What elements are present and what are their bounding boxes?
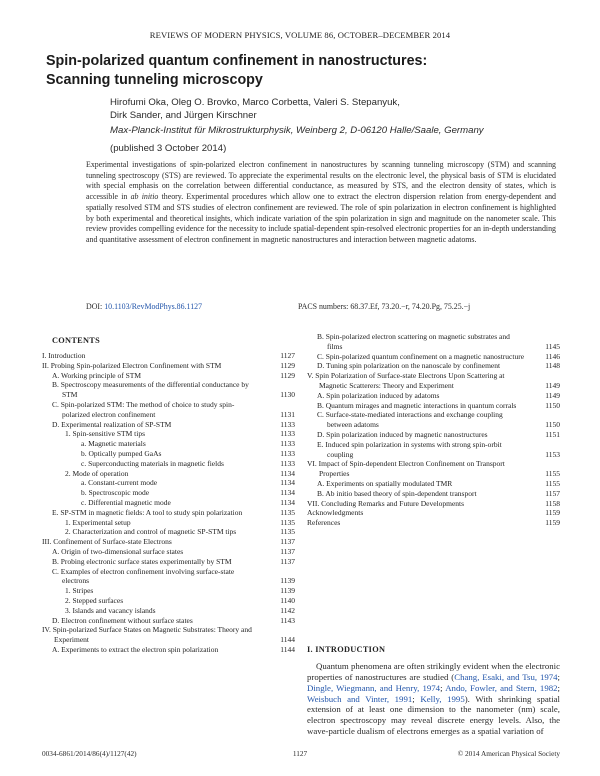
toc-entry-title: IV. Spin-polarized Surface States on Magnetic Substrates: Theory and Experiment: [42, 625, 252, 645]
toc-entry-title: A. Experiments to extract the electron spin polarization: [52, 644, 219, 654]
toc-entry[interactable]: [42, 518, 295, 528]
toc-entry-title: C. Examples of electron confinement involving surface-state electrons: [52, 566, 235, 586]
toc-entry[interactable]: [42, 606, 295, 616]
toc-entry[interactable]: [42, 459, 295, 469]
toc-entry-title: C. Surface-state-mediated interactions and exchange coupling between adatoms: [317, 410, 503, 430]
toc-entry[interactable]: [307, 371, 560, 391]
toc-entry[interactable]: [42, 527, 295, 537]
toc-entry[interactable]: [42, 351, 295, 361]
doi: [86, 302, 202, 311]
table-of-contents-left: [42, 351, 295, 655]
introduction-paragraph: [307, 661, 560, 737]
toc-entry-title: V. Spin Polarization of Surface-state Electrons Upon Scattering at Magnetic Scatterers: Theory and Experiment: [307, 371, 505, 390]
toc-entry-title: b. Spectroscopic mode: [81, 488, 150, 498]
citation-link[interactable]: Chang, Esaki, and Tsu, 1974: [454, 671, 558, 682]
toc-entry-page: 1135: [280, 527, 295, 537]
toc-entry-page: 1159: [545, 518, 560, 528]
toc-entry[interactable]: [307, 440, 560, 460]
toc-entry-title: 3. Islands and vacancy islands: [65, 605, 156, 615]
footer-copyright: © 2014 American Physical Society: [457, 749, 560, 758]
toc-entry-page: 1140: [280, 595, 295, 605]
toc-entry-page: 1139: [280, 586, 295, 596]
abstract-italic-term: ab initio: [130, 192, 159, 202]
toc-entry-page: 1151: [545, 429, 560, 439]
toc-entry-page: 1142: [280, 605, 295, 615]
toc-entry[interactable]: [307, 459, 560, 479]
toc-entry-page: 1145: [545, 341, 560, 351]
intro-text: Quantum phenomena are often strikingly evident when the electronic properties of nanostructures are studied (: [307, 661, 560, 682]
toc-entry[interactable]: [307, 332, 560, 352]
toc-entry-title: A. Experiments on spatially modulated TMR: [317, 478, 453, 488]
toc-entry-page: 1155: [545, 478, 560, 488]
toc-entry-page: 1129: [280, 370, 295, 380]
citation-link[interactable]: Kelly, 1995: [420, 693, 465, 704]
toc-entry[interactable]: [42, 616, 295, 626]
toc-entry[interactable]: [42, 400, 295, 420]
toc-entry[interactable]: [42, 469, 295, 479]
toc-entry-page: 1149: [545, 380, 560, 390]
intro-text: ;: [440, 682, 446, 693]
toc-entry-page: 1144: [280, 635, 295, 645]
toc-entry[interactable]: [307, 391, 560, 401]
toc-entry[interactable]: [307, 518, 560, 528]
toc-entry[interactable]: [42, 586, 295, 596]
doi-link[interactable]: 10.1103/RevModPhys.86.1127: [104, 302, 203, 311]
toc-entry[interactable]: [42, 645, 295, 655]
toc-entry[interactable]: [42, 380, 295, 400]
toc-entry-page: 1159: [545, 508, 560, 518]
toc-entry[interactable]: [307, 410, 560, 430]
toc-entry-title: B. Quantum mirages and magnetic interactions in quantum corrals: [317, 400, 517, 410]
toc-entry-page: 1150: [545, 420, 560, 430]
affiliation: Max-Planck-Institut für Mikrostrukturphysik, Weinberg 2, D-06120 Halle/Saale, Germany: [110, 125, 484, 136]
toc-entry-page: 1139: [280, 576, 295, 586]
toc-entry-title: 2. Mode of operation: [65, 468, 129, 478]
toc-entry-title: A. Working principle of STM: [52, 370, 142, 380]
toc-entry[interactable]: [307, 499, 560, 509]
toc-entry-title: VII. Concluding Remarks and Future Developments: [307, 498, 465, 508]
toc-entry[interactable]: [42, 508, 295, 518]
toc-entry-title: D. Electron confinement without surface states: [52, 615, 193, 625]
intro-text: ;: [557, 682, 560, 693]
toc-entry[interactable]: [42, 420, 295, 430]
toc-entry-page: 1129: [280, 360, 295, 370]
toc-entry-title: 2. Characterization and control of magnetic SP-STM tips: [65, 527, 237, 537]
toc-entry[interactable]: [307, 430, 560, 440]
toc-entry-title: C. Spin-polarized STM: The method of choice to study spin-polarized electron confinement: [52, 399, 235, 419]
published-date: (published 3 October 2014): [110, 143, 227, 154]
toc-entry-title: A. Origin of two-dimensional surface states: [52, 546, 184, 556]
toc-entry-page: 1155: [545, 469, 560, 479]
article-title-line-1: Spin-polarized quantum confinement in nanostructures:: [46, 53, 428, 69]
toc-entry-page: 1150: [545, 400, 560, 410]
toc-entry-title: c. Superconducting materials in magnetic fields: [81, 458, 224, 468]
toc-entry-page: 1148: [545, 361, 560, 371]
toc-entry[interactable]: [42, 567, 295, 587]
toc-entry-title: 1. Stripes: [65, 586, 94, 596]
toc-entry-page: 1144: [280, 644, 295, 654]
toc-entry[interactable]: [42, 547, 295, 557]
toc-entry-title: D. Experimental realization of SP-STM: [52, 419, 172, 429]
toc-entry-page: 1137: [280, 546, 295, 556]
intro-text: ). With shrinking spatial extension of at least one dimension to the nanometer (nm) scale, electron spectroscopy may reveal discrete energy levels. Also, the wave-particle dualism of electrons emerges as a spatial variation of: [307, 693, 560, 737]
toc-entry[interactable]: [42, 429, 295, 439]
toc-entry-title: References: [307, 518, 341, 528]
toc-entry-page: 1149: [545, 390, 560, 400]
toc-entry[interactable]: [42, 537, 295, 547]
toc-entry-page: 1133: [280, 448, 295, 458]
toc-entry-page: 1130: [280, 390, 295, 400]
toc-entry[interactable]: [42, 439, 295, 449]
abstract-text-2: theory. Experimental procedures which allow one to extract the electron dispersion relation from energy-dependent and spatially resolved STM and STS studies of electron confinement are reviewed. The role of spin polarization in electron confinement is highlighted by both experimental and theoretical insights, which indicate variation of the spin polarization in sign and magnitude on the nanometer scale. This review provides compelling evidence for the necessity to include spatial-dependent spin-resolved electronic properties for an in-depth understanding and quantitative assessment of electron confinement in magnetic nanostructures and interaction between magnetic adatoms.: [86, 192, 556, 244]
table-of-contents-right: [307, 332, 560, 528]
toc-entry-page: 1135: [280, 517, 295, 527]
toc-entry[interactable]: [42, 557, 295, 567]
toc-entry-title: B. Ab initio based theory of spin-dependent transport: [317, 488, 477, 498]
toc-entry[interactable]: [42, 371, 295, 381]
toc-entry-title: Acknowledgments: [307, 508, 364, 518]
toc-entry-page: 1143: [280, 615, 295, 625]
toc-entry[interactable]: [42, 361, 295, 371]
intro-text: ;: [412, 693, 421, 704]
toc-entry[interactable]: [307, 401, 560, 411]
toc-entry-title: a. Magnetic materials: [81, 439, 146, 449]
toc-entry-title: VI. Impact of Spin-dependent Electron Confinement on Transport Properties: [307, 459, 505, 479]
toc-entry-page: 1134: [280, 488, 295, 498]
article-title: [46, 52, 566, 90]
author-list: [110, 97, 580, 122]
citation-link[interactable]: Ando, Fowler, and Stern, 1982: [445, 682, 558, 693]
toc-entry-page: 1133: [280, 439, 295, 449]
toc-entry[interactable]: [42, 478, 295, 488]
toc-entry-title: b. Optically pumped GaAs: [81, 448, 162, 458]
toc-entry-page: 1134: [280, 478, 295, 488]
toc-entry-page: 1146: [545, 351, 560, 361]
footer-issn: 0034-6861/2014/86(4)/1127(42): [42, 749, 137, 758]
footer-page-number: 1127: [292, 749, 308, 758]
journal-header: REVIEWS OF MODERN PHYSICS, VOLUME 86, OCTOBER–DECEMBER 2014: [149, 30, 451, 40]
toc-entry-page: 1133: [280, 458, 295, 468]
contents-heading: CONTENTS: [52, 336, 101, 345]
doi-label: DOI:: [86, 302, 103, 311]
toc-entry-page: 1158: [545, 498, 560, 508]
section-heading-introduction: I. INTRODUCTION: [307, 645, 386, 654]
toc-entry-page: 1134: [280, 468, 295, 478]
toc-entry[interactable]: [42, 488, 295, 498]
toc-entry-page: 1137: [280, 556, 295, 566]
toc-entry-title: 1. Spin-sensitive STM tips: [65, 429, 146, 439]
toc-entry-page: 1127: [280, 351, 295, 360]
article-metadata: [86, 302, 556, 314]
toc-entry[interactable]: [307, 352, 560, 362]
toc-entry-title: C. Spin-polarized quantum confinement on a magnetic nanostructure: [317, 351, 525, 361]
toc-entry-page: 1157: [545, 488, 560, 498]
toc-entry-page: 1131: [280, 409, 295, 419]
toc-entry-page: 1133: [280, 419, 295, 429]
toc-entry-title: a. Constant-current mode: [81, 478, 158, 488]
toc-entry-title: I. Introduction: [42, 351, 86, 360]
toc-entry-title: c. Differential magnetic mode: [81, 497, 171, 507]
article-title-line-2: Scanning tunneling microscopy: [46, 72, 263, 88]
toc-entry[interactable]: [42, 498, 295, 508]
toc-entry-page: 1133: [280, 429, 295, 439]
toc-entry-title: B. Spin-polarized electron scattering on magnetic substrates and films: [317, 332, 510, 351]
toc-entry-title: A. Spin polarization induced by adatoms: [317, 390, 440, 400]
toc-entry[interactable]: [307, 361, 560, 371]
toc-entry-page: 1134: [280, 497, 295, 507]
authors-line-1: Hirofumi Oka, Oleg O. Brovko, Marco Corbetta, Valeri S. Stepanyuk,: [110, 97, 400, 108]
abstract-text-1: Experimental investigations of spin-polarized electron confinement in nanostructures by scanning tunneling microscopy (STM) and scanning tunneling spectroscopy (STS) are reviewed. To appreciate the experimental results on the electronic level, the physical basis of STM is elucidated with special emphasis on the correlation between differential conductance, as measured by STS, and the electron density of states, which is accessible in: [86, 160, 556, 202]
toc-entry[interactable]: [307, 489, 560, 499]
toc-entry-title: B. Probing electronic surface states experimentally by STM: [52, 556, 232, 566]
toc-entry[interactable]: [307, 508, 560, 518]
toc-entry-page: 1153: [545, 449, 560, 459]
toc-entry[interactable]: [42, 625, 295, 645]
pacs-numbers: PACS numbers: 68.37.Ef, 73.20.−r, 74.20.Pg, 75.25.−j: [298, 302, 471, 311]
toc-entry-title: D. Spin polarization induced by magnetic nanostructures: [317, 429, 488, 439]
toc-entry-page: 1135: [280, 507, 295, 517]
toc-entry-title: B. Spectroscopy measurements of the differential conductance by STM: [52, 380, 249, 400]
toc-entry[interactable]: [307, 479, 560, 489]
toc-entry-title: 1. Experimental setup: [65, 517, 131, 527]
toc-entry[interactable]: [42, 596, 295, 606]
toc-entry-title: D. Tuning spin polarization on the nanoscale by confinement: [317, 361, 501, 371]
toc-entry-page: 1137: [280, 537, 295, 547]
toc-entry-title: III. Confinement of Surface-state Electrons: [42, 537, 172, 547]
toc-entry-title: E. Induced spin polarization in systems with strong spin-orbit coupling: [317, 439, 502, 459]
intro-text: ;: [557, 671, 560, 682]
toc-entry-title: II. Probing Spin-polarized Electron Confinement with STM: [42, 360, 222, 370]
citation-link[interactable]: Dingle, Wiegmann, and Henry, 1974: [307, 682, 441, 693]
authors-line-2: Dirk Sander, and Jürgen Kirschner: [110, 109, 257, 121]
citation-link[interactable]: Weisbuch and Vinter, 1991: [307, 693, 413, 704]
toc-entry[interactable]: [42, 449, 295, 459]
abstract: [86, 160, 556, 246]
toc-entry-title: E. SP-STM in magnetic fields: A tool to study spin polarization: [52, 507, 243, 517]
toc-entry-title: 2. Stepped surfaces: [65, 595, 124, 605]
